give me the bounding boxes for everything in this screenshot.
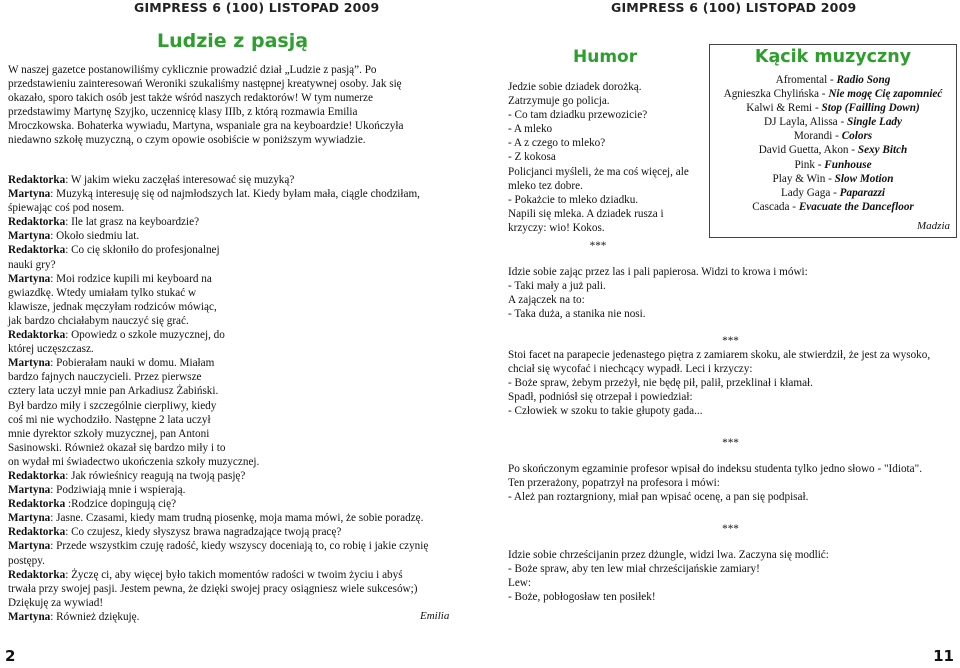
speaker-name: Redaktorka [8,526,66,539]
interview-line [8,554,478,568]
music-list-item [710,143,956,157]
speaker-name: Redaktorka [8,498,66,511]
article-signature: Emilia [420,610,450,622]
speech-text: :Rodzice dopingują cię? [65,498,177,511]
page-number-right: 11 [933,647,954,665]
speech-text: Był bardzo miły i szczególnie cierpliwy, kiedy [8,399,217,412]
interview-line [8,370,478,384]
speech-text: : Jasne. Czasami, kiedy mam trudną piosenkę, moja mama mówi, że sobie poradzę. [50,512,424,525]
speech-text: śpiewając coś pod nosem. [8,202,125,215]
text-line: - Boże spraw, aby ten lew miał chrześcijańskie zamiary! [508,563,760,576]
speech-text: : Co cię skłoniło do profesjonalnej [65,244,220,257]
text-line: chciał się wycofać i niechcący wypadł. Leci i krzyczy: [508,363,753,376]
text-line: Policjanci myśleli, że ma coś więcej, ale [508,165,689,178]
song-title: Slow Motion [834,172,894,185]
speech-text: nauki gry? [8,258,56,271]
interview-line [8,596,478,610]
interview-line [8,173,478,187]
text-line: - Ależ pan roztargniony, miał pan wpisać ocenę, a pan się podpisał. [508,491,809,504]
speech-text: : Co czujesz, kiedy słyszysz brawa nagradzające twoją pracę? [65,526,342,539]
song-title: Single Lady [846,116,902,129]
speaker-name: Martyna [8,540,51,553]
speaker-name: Redaktorka [8,329,66,342]
text-line: Ten przerażony, popatrzył na profesora i mówi: [508,477,720,490]
music-list-item [710,73,956,87]
artist-name: Lady Gaga - [780,186,840,199]
interview-line [8,483,478,497]
music-title: Kącik muzyczny [754,47,912,67]
speech-text: Sasinowski. Również okazał się bardzo miły i to [8,441,226,454]
interview-line [8,272,478,286]
interview-line [8,286,478,300]
text-line: A zajączek na to: [508,294,585,307]
interview-line [8,342,478,356]
text-line: - Człowiek w szoku to takie głupoty gada... [508,405,703,418]
speaker-name: Martyna [8,512,51,525]
interview-line [8,610,478,624]
music-list [710,73,956,214]
music-list-item [710,172,956,186]
speaker-name: Martyna [8,272,51,285]
speech-text: : Moi rodzice kupili mi keyboard na [50,272,212,285]
song-title: Stop (Failling Down) [821,102,920,115]
speaker-name: Martyna [8,230,51,243]
interview-line [8,215,478,229]
text-line: - Pokażcie to mleko dziadku. [508,193,639,206]
interview-line [8,539,478,553]
speech-text: : Przede wszystkim czuję radość, kiedy wszyscy doceniają to, co robię i jakie czynię [50,540,429,553]
article-title: Ludzie z pasją [157,30,309,52]
interview-line [8,511,478,525]
song-title: Nie mogę Cię zapomnieć [828,88,943,101]
joke-2 [508,265,953,321]
text-line: Po skończonym egzaminie profesor wpisał do indeksu studenta tylko jedno słowo - "Idiota". [508,463,922,475]
text-line: - Z kokosa [508,151,556,164]
joke-separator: *** [722,523,739,535]
interview-line [8,300,478,314]
speech-text: postępy. [8,554,45,567]
interview-line [8,314,478,328]
song-title: Colors [841,130,873,143]
artist-name: Kalwi & Remi - [746,102,822,115]
speech-text: Dziękuję za wywiad! [8,596,104,609]
text-line: Lew: [508,577,531,590]
text-line: Jedzie sobie dziadek dorożką. [508,81,642,93]
text-line: Zatrzymuje go policja. [508,95,610,108]
music-list-item [710,101,956,115]
text-line: krzyczy: wio! Kokos. [508,221,605,234]
interview-line [8,413,478,427]
speech-text: której uczęszczasz. [8,343,94,356]
text-line: Idzie sobie chrześcijanin przez dżungle, widzi lwa. Zaczyna się modlić: [508,549,829,561]
speech-text: cztery lata uczył mnie pan Arkadiusz Żabiński. [8,385,219,398]
interview-line [8,525,478,539]
speech-text: : Jak rówieśnicy reagują na twoją pasję? [65,469,246,482]
speech-text: : Około siedmiu lat. [50,230,140,243]
music-list-item [710,87,956,101]
interview-line [8,243,478,257]
interview-line [8,427,478,441]
text-line: mleko tez dobre. [508,179,583,192]
speaker-name: Redaktorka [8,469,66,482]
speaker-name: Redaktorka [8,216,66,229]
song-title: Evacuate the Dancefloor [798,200,914,213]
interview [8,159,478,624]
speaker-name: Redaktorka [8,244,66,257]
speech-text: coś mi nie wychodziło. Następne 2 lata uczył [8,413,211,426]
text-line: - A mleko [508,123,553,136]
speech-text: on wydał mi świadectwo ukończenia szkoły muzycznej. [8,455,260,468]
artist-name: David Guetta, Akon - [758,144,858,157]
speech-text: bardzo fajnych nauczycieli. Przez pierwsze [8,371,202,384]
text-line: Spadł, podniósł się otrzepał i powiedział: [508,391,693,404]
speech-text: gwiazdkę. Wtedy umiałam tylko stukać w [8,286,197,299]
interview-line [8,568,478,582]
joke-separator: *** [722,437,739,449]
interview-line [8,328,478,342]
interview-line [8,258,478,272]
speech-text: mnie dyrektor szkoły muzycznej, pan Antoni [8,427,210,440]
song-title: Paparazzi [839,186,886,199]
joke-1 [508,80,708,235]
interview-line [8,469,478,483]
speech-text: klawisze, jednak męczyłam rodziców mówiąc, [8,300,217,313]
joke-separator: *** [722,335,739,347]
speech-text: : Życzę ci, aby więcej było takich momentów radości w twoim życiu i abyś [65,568,403,581]
song-title: Radio Song [836,74,891,86]
text-line: - Taki mały a już pali. [508,280,606,293]
interview-line [8,399,478,413]
artist-name: Play & Win - [772,172,835,185]
text-line: Stoi facet na parapecie jedenastego piętra z zamiarem skoku, ale stwierdził, że jest za wysoko, [508,349,931,361]
speaker-name: Martyna [8,484,51,497]
music-box [709,44,957,238]
speaker-name: Martyna [8,610,51,623]
speaker-name: Redaktorka [8,568,66,581]
artist-name: Morandi - [793,130,842,143]
joke-3 [508,348,960,418]
speaker-name: Martyna [8,357,51,370]
speech-text: : Pobierałam nauki w domu. Miałam [50,357,215,370]
speech-text: : Opowiedz o szkole muzycznej, do [65,329,225,342]
interview-line [8,455,478,469]
text-line: Idzie sobie zając przez las i pali papierosa. Widzi to krowa i mówi: [508,266,808,278]
text-line: przedstawimy Martynę Szyjko, uczennicę klasy IIIb, z którą rozmawia Emilia [8,106,358,119]
text-line: - Boże spraw, żebym przeżył, nie będę pił, palił, przeklinał i kłamał. [508,377,813,390]
artist-name: DJ Layla, Alissa - [764,116,847,129]
speech-text: : Podziwiają mnie i wspierają. [50,484,186,497]
interview-line [8,582,478,596]
song-title: Funhouse [824,158,872,171]
article-intro [8,63,445,148]
running-header-left: GIMPRESS 6 (100) LISTOPAD 2009 [134,0,380,15]
joke-5 [508,548,953,604]
interview-line [8,229,478,243]
music-list-item [710,186,956,200]
interview-line [8,356,478,370]
speech-text: : Również dziękuję. [50,610,140,623]
speech-text: : Muzyką interesuję się od najmłodszych lat. Kiedy byłam mała, ciągle chodziłam, [50,188,420,201]
text-line: Mroczkowska. Bohaterka wywiadu, Martyna, wspaniale gra na keyboardzie! Ukończyła [8,120,404,133]
interview-line [8,201,478,215]
text-line: - Co tam dziadku przewozicie? [508,109,648,122]
music-signature: Madzia [917,219,950,232]
artist-name: Afromental - [775,74,837,86]
artist-name: Agnieszka Chylińska - [723,88,829,101]
text-line: - Boże, pobłogosław ten posiłek! [508,591,656,604]
interview-line [8,187,478,201]
text-line: - A z czego to mleko? [508,137,606,150]
speech-text: : Ile lat grasz na keyboardzie? [65,216,200,229]
joke-4 [508,462,953,504]
speech-text: trwała przy swojej pasji. Jestem pewna, że dzięki swojej pracy osiągniesz wiele sukcesów;) [8,582,418,595]
interview-line [8,384,478,398]
humor-title: Humor [573,47,638,67]
interview-line [8,497,478,511]
song-title: Sexy Bitch [857,144,908,157]
interview-line [8,441,478,455]
music-list-item [710,200,956,214]
text-line: niedawno szkołę muzyczną, o czym opowie osobiście w poniższym wywiadzie. [8,134,366,147]
text-line: - Taka duża, a stanika nie nosi. [508,308,646,321]
page-number-left: 2 [5,647,16,665]
joke-separator: *** [589,240,607,252]
music-list-item [710,129,956,143]
text-line: okazało, sporo takich osób jest także wśród naszych redaktorów! W tym numerze [8,92,373,105]
speech-text: : W jakim wieku zaczęłaś interesować się muzyką? [65,174,295,186]
artist-name: Cascada - [752,200,799,213]
text-line: przedstawieniu zainteresowań Weroniki szukaliśmy następnej kreatywnej osoby. Jak się [8,78,402,91]
speech-text: jak bardzo chciałabym nauczyć się grać. [8,314,189,327]
artist-name: Pink - [794,158,825,171]
music-list-item [710,158,956,172]
text-line: Napili się mleka. A dziadek rusza i [508,207,664,220]
running-header-right: GIMPRESS 6 (100) LISTOPAD 2009 [611,0,857,15]
speaker-name: Martyna [8,188,51,201]
music-list-item [710,115,956,129]
text-line: W naszej gazetce postanowiliśmy cyklicznie prowadzić dział „Ludzie z pasją”. Po [8,64,377,76]
speaker-name: Redaktorka [8,174,66,186]
